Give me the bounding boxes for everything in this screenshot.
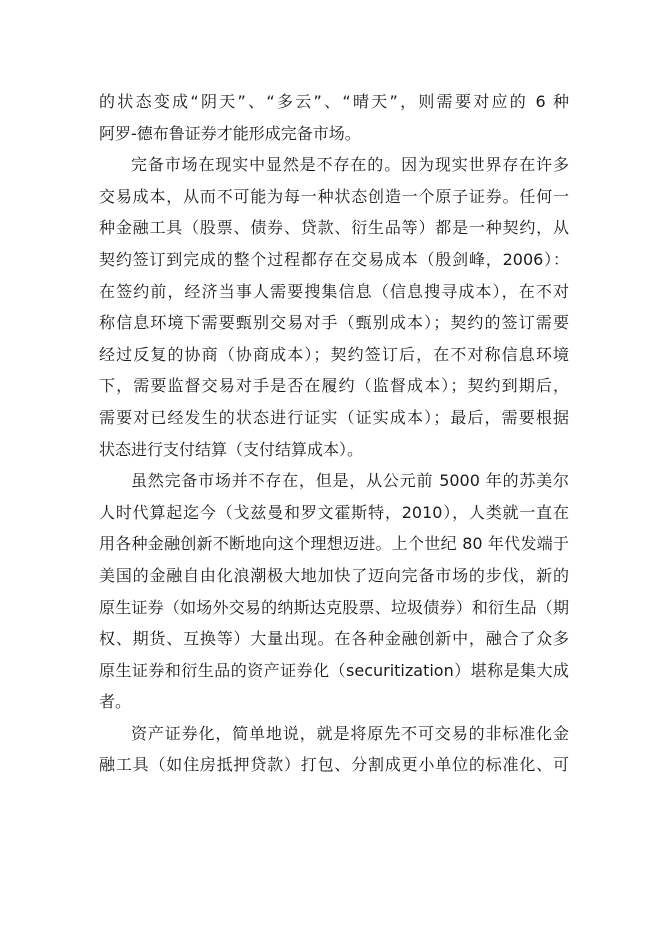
text-line: 阿罗-德布鲁证券才能形成完备市场。 bbox=[99, 123, 361, 143]
text-line: 需要对已经发生的状态进行证实（证实成本）；最后，需要根据 bbox=[99, 407, 569, 427]
text-line: 称信息环境下需要甄别交易对手（甄别成本）；契约的签订需要 bbox=[99, 313, 569, 333]
text-line: 资产证券化，简单地说，就是将原先不可交易的非标准化金 bbox=[131, 723, 569, 743]
text-line: 融工具（如住房抵押贷款）打包、分割成更小单位的标准化、可 bbox=[99, 755, 569, 775]
text-line: 契约签订到完成的整个过程都存在交易成本（殷剑峰，2006）： bbox=[99, 249, 569, 269]
text-line: 状态进行支付结算（支付结算成本）。 bbox=[99, 439, 364, 459]
text-line: 美国的金融自由化浪潮极大地加快了迈向完备市场的步伐，新的 bbox=[99, 565, 569, 585]
text-line: 人时代算起迄今（戈兹曼和罗文霍斯特，2010），人类就一直在 bbox=[99, 502, 569, 522]
text-line: 的状态变成“阴天”、“多云”、“晴天”，则需要对应的 6 种 bbox=[99, 92, 569, 111]
text-line: 在签约前，经济当事人需要搜集信息（信息搜寻成本），在不对 bbox=[99, 281, 569, 301]
text-line: 虽然完备市场并不存在，但是，从公元前 5000 年的苏美尔 bbox=[131, 471, 569, 491]
text-line: 原生证券（如场外交易的纳斯达克股票、垃圾债券）和衍生品（期 bbox=[99, 597, 569, 617]
text-line: 用各种金融创新不断地向这个理想迈进。上个世纪 80 年代发端于 bbox=[99, 534, 569, 554]
text-line: 经过反复的协商（协商成本）；契约签订后，在不对称信息环境 bbox=[99, 344, 569, 364]
text-line: 原生证券和衍生品的资产证券化（securitization）堪称是集大成 bbox=[99, 660, 569, 680]
text-line: 下，需要监督交易对手是否在履约（监督成本）；契约到期后， bbox=[99, 376, 569, 396]
body-text bbox=[99, 86, 569, 781]
text-line: 完备市场在现实中显然是不存在的。因为现实世界存在许多 bbox=[131, 155, 569, 175]
text-line: 种金融工具（股票、债券、贷款、衍生品等）都是一种契约，从 bbox=[99, 218, 569, 238]
text-line: 交易成本，从而不可能为每一种状态创造一个原子证券。任何一 bbox=[99, 186, 569, 206]
text-line: 者。 bbox=[99, 692, 132, 712]
text-line: 权、期货、互换等）大量出现。在各种金融创新中，融合了众多 bbox=[99, 629, 569, 649]
